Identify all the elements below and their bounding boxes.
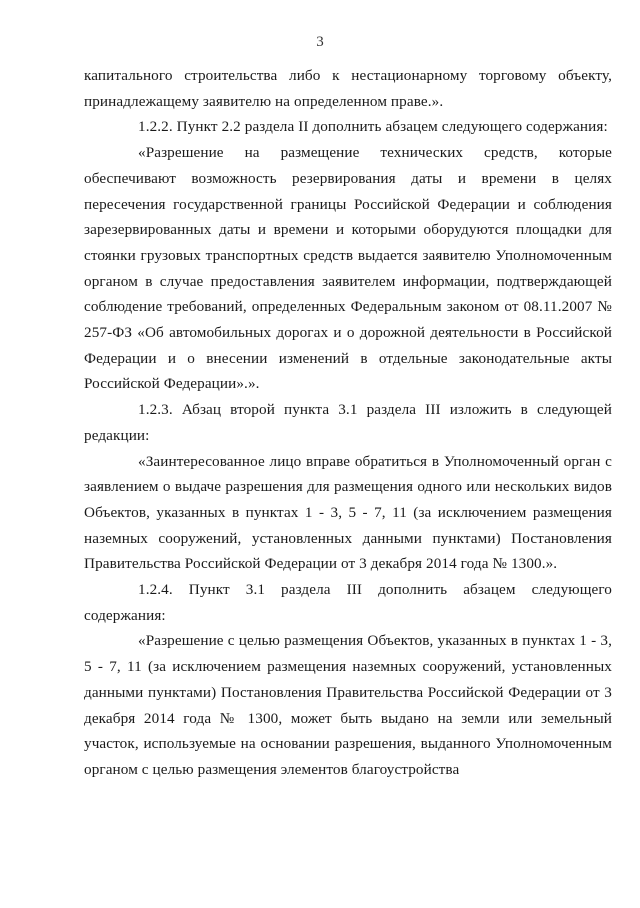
paragraph-quote-permit-technical-means: «Разрешение на размещение технических средств, которые обеспечивают возможность резервирования даты и времени в целях пересечения государственной границы Российской Федерации и соблюдения зарезервированных даты и времени и которыми оборудуются площадки для стоянки грузовых транспортных средств выдается заявителю Уполномоченным органом в случае предоставления заявителем информации, подтверждающей соблюдение требований, определенных Федеральным законом от 08.11.2007 № 257-ФЗ «Об автомобильных дорогах и о дорожной деятельности в Российской Федерации и о внесении изменений в отдельные законодательные акты Российской Федерации».». (84, 144, 612, 393)
document-body (84, 63, 612, 783)
paragraph-quote-interested-person: «Заинтересованное лицо вправе обратиться в Уполномоченный орган с заявлением о выдаче разрешения для размещения одного или нескольких видов Объектов, указанных в пунктах 1 - 3, 5 - 7, 11 (за исключением размещения наземных сооружений, установленных данными пунктами) Постановления Правительства Российской Федерации от 3 декабря 2014 года № 1300.». (84, 452, 612, 573)
page-number: 3 (316, 34, 324, 50)
paragraph-quote-permit-objects: «Разрешение с целью размещения Объектов, указанных в пунктах 1 - 3, 5 - 7, 11 (за исключением размещения наземных сооружений, установленных данными пунктами) Постановления Правительства Российской Федерации от 3 декабря 2014 года № 1300, может быть выдано на земли или земельный участок, используемые на основании разрешения, выданного Уполномоченным органом с целью размещения элементов благоустройства (84, 632, 612, 778)
paragraph-item-1-2-4: 1.2.4. Пункт 3.1 раздела III дополнить абзацем следующего содержания: (84, 581, 612, 624)
paragraph-item-1-2-3: 1.2.3. Абзац второй пункта 3.1 раздела III изложить в следующей редакции: (84, 401, 612, 444)
paragraph-continuation: капитального строительства либо к нестационарному торговому объекту, принадлежащему заявителю на определенном праве.». (84, 67, 612, 110)
paragraph-item-1-2-2: 1.2.2. Пункт 2.2 раздела II дополнить абзацем следующего содержания: (138, 118, 608, 136)
